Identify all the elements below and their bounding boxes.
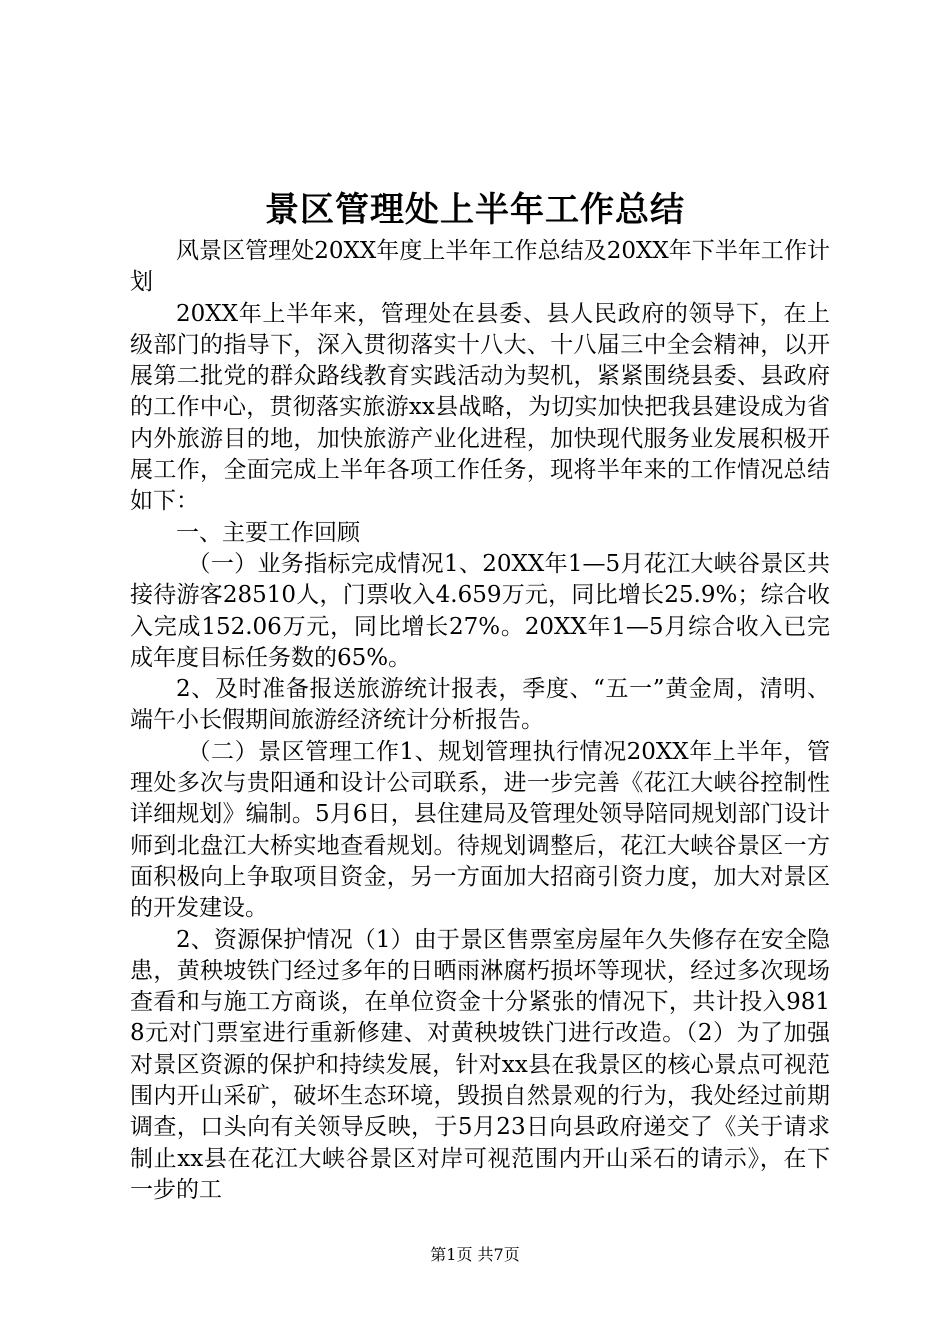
page-number-footer: 第1页 共7页 (430, 1245, 520, 1264)
paragraph-scenic-management: （二）景区管理工作1、规划管理执行情况20XX年上半年，管理处多次与贵阳通和设计公司联系，进一步完善《花江大峡谷控制性详细规划》编制。5月6日，县住建局及管理处领导陪同规划部门设计师到北盘江大桥实地查看规划。待规划调整后，花江大峡谷景区一方面积极向上争取项目资金，另一方面加大招商引资力度，加大对景区的开发建设。 (130, 738, 830, 922)
paragraph-subtitle: 风景区管理处20XX年度上半年工作总结及20XX年下半年工作计划 (130, 238, 830, 296)
paragraph-intro: 20XX年上半年来，管理处在县委、县人民政府的领导下，在上级部门的指导下，深入贯彻落实十八大、十八届三中全会精神，以开展第二批党的群众路线教育实践活动为契机，紧紧围绕县委、县政府的工作中心，贯彻落实旅游xx县战略，为切实加快把我县建设成为省内外旅游目的地，加快旅游产业化进程，加快现代服务业发展积极开展工作，全面完成上半年各项工作任务，现将半年来的工作情况总结如下： (130, 300, 830, 515)
section-heading-main-work: 一、主要工作回顾 (176, 519, 360, 546)
document-body (130, 236, 830, 1206)
paragraph-statistics-reports: 2、及时准备报送旅游统计报表，季度、“五一”黄金周，清明、端午小长假期间旅游经济统计分析报告。 (130, 676, 830, 734)
paragraph-business-indicators: （一）业务指标完成情况1、20XX年1—5月花江大峡谷景区共接待游客28510人，门票收入4.659万元，同比增长25.9%；综合收入完成152.06万元，同比增长27%。20XX年1—5月综合收入已完成年度目标任务数的65%。 (130, 550, 830, 671)
paragraph-resource-protection: 2、资源保护情况（1）由于景区售票室房屋年久失修存在安全隐患，黄秧坡铁门经过多年的日晒雨淋腐朽损坏等现状，经过多次现场查看和与施工方商谈，在单位资金十分紧张的情况下，共计投入9818元对门票室进行重新修建、对黄秧坡铁门进行改造。（2）为了加强对景区资源的保护和持续发展，针对xx县在我景区的核心景点可视范围内开山采矿，破坏生态环境，毁损自然景观的行为，我处经过前期调查，口头向有关领导反映，于5月23日向县政府递交了《关于请求制止xx县在花江大峡谷景区对岸可视范围内开山采石的请示》，在下一步的工 (130, 926, 830, 1203)
document-title: 景区管理处上半年工作总结 (265, 190, 685, 230)
